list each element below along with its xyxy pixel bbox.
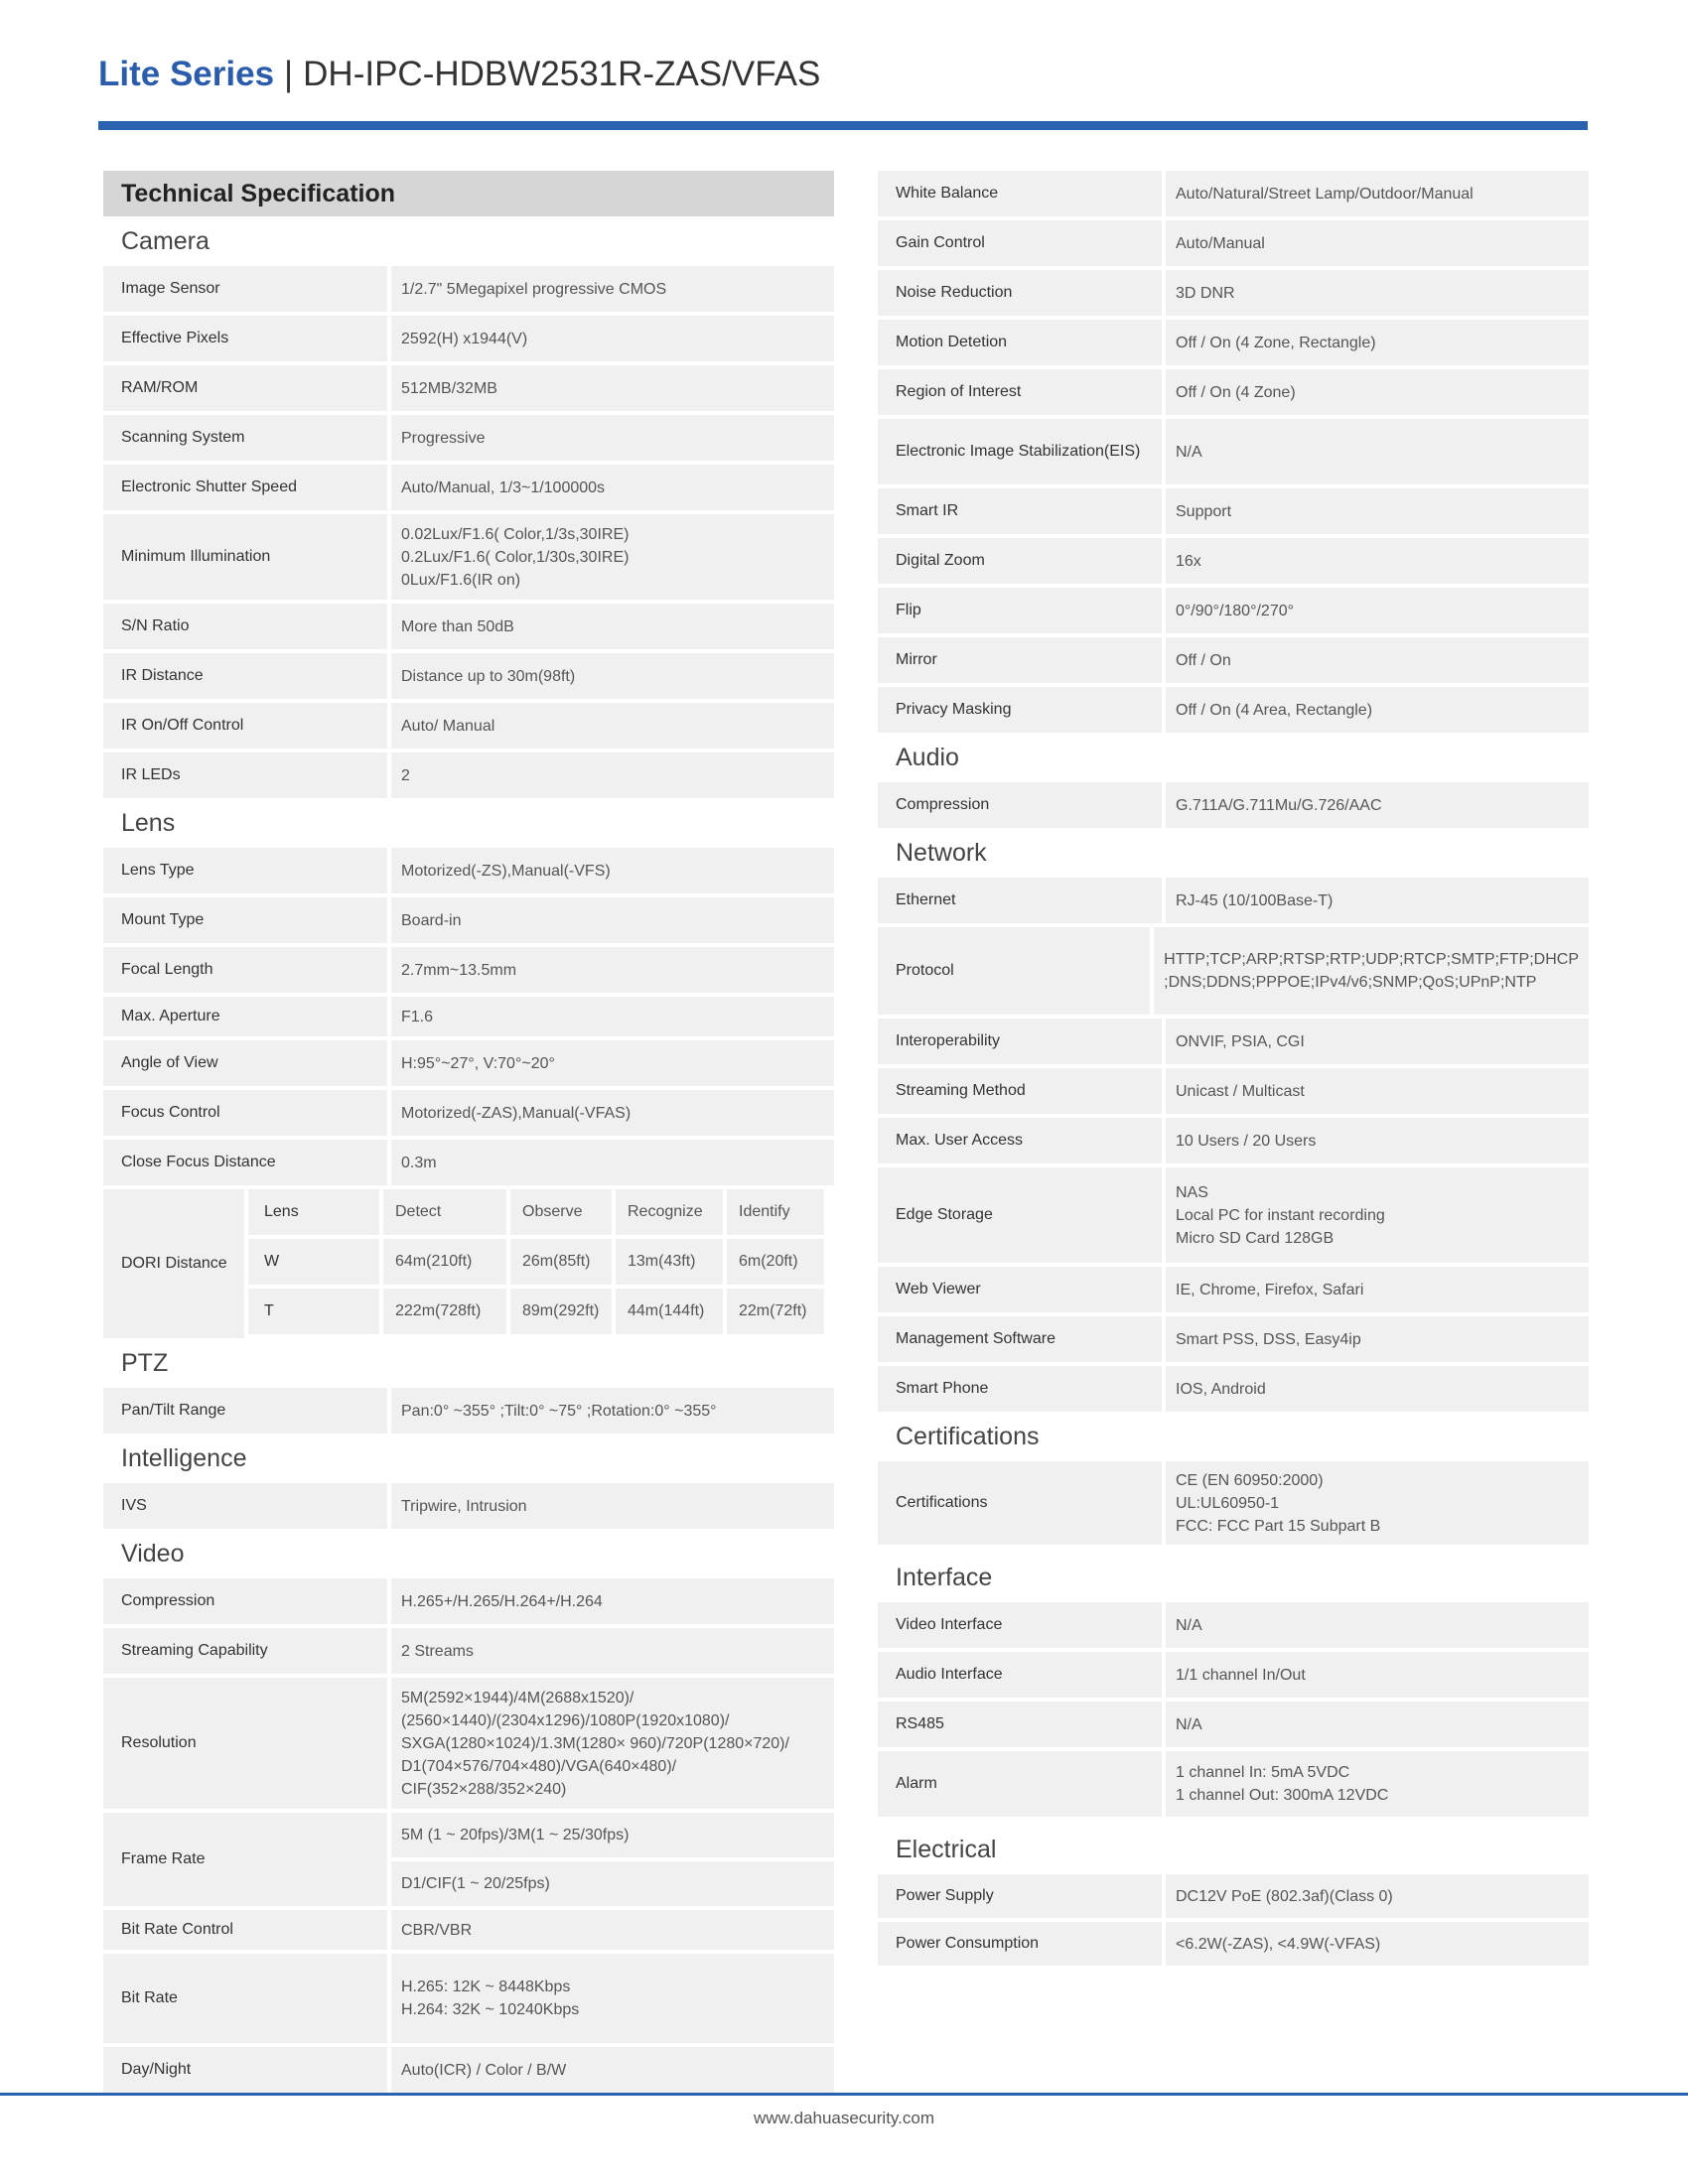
- spec-value: [391, 1678, 834, 1809]
- spec-value-line: Distance up to 30m(98ft): [401, 667, 576, 685]
- spec-row: [878, 488, 1589, 534]
- spec-row: [878, 687, 1589, 733]
- spec-row: [878, 1922, 1589, 1966]
- spec-value-line: Board-in: [401, 911, 462, 929]
- spec-value: [1166, 488, 1589, 534]
- spec-row: [878, 1167, 1589, 1263]
- spec-value: [391, 653, 834, 699]
- spec-value: [1166, 878, 1589, 923]
- spec-row: [103, 365, 834, 411]
- spec-value-line: Micro SD Card 128GB: [1176, 1229, 1335, 1247]
- network-rows: [878, 878, 1589, 1412]
- spec-value-line: H:95°~27°, V:70°~20°: [401, 1054, 555, 1072]
- spec-row: [878, 1019, 1589, 1064]
- spec-value: [391, 1910, 834, 1950]
- spec-value: [391, 1090, 834, 1136]
- spec-key: RS485: [878, 1702, 1162, 1747]
- dori-t-recognize: 44m(144ft): [616, 1289, 723, 1334]
- spec-row: [878, 1461, 1589, 1545]
- spec-value: [391, 1483, 834, 1529]
- spec-value: [391, 266, 834, 312]
- spec-value: [1166, 1267, 1589, 1312]
- dori-w-observe: 26m(85ft): [510, 1239, 612, 1285]
- audio-rows: [878, 782, 1589, 828]
- spec-value-line: 1/1 channel In/Out: [1176, 1666, 1306, 1684]
- spec-key: Close Focus Distance: [103, 1140, 387, 1185]
- spec-row: [878, 1068, 1589, 1114]
- spec-value-line: 0°/90°/180°/270°: [1176, 602, 1295, 619]
- spec-key: Max. Aperture: [103, 997, 387, 1036]
- spec-value-line: NAS: [1176, 1183, 1208, 1201]
- spec-row: [103, 514, 834, 600]
- spec-row: [878, 1874, 1589, 1918]
- spec-key: S/N Ratio: [103, 604, 387, 649]
- dori-w-detect: 64m(210ft): [383, 1239, 506, 1285]
- spec-value: [1166, 1019, 1589, 1064]
- spec-value: [391, 465, 834, 510]
- spec-key: Edge Storage: [878, 1167, 1162, 1263]
- right-column: [878, 171, 1589, 1970]
- spec-value: [391, 1628, 834, 1674]
- spec-row: [878, 588, 1589, 633]
- spec-row: [103, 703, 834, 749]
- spec-value: [1166, 1751, 1589, 1817]
- spec-key: Focus Control: [103, 1090, 387, 1136]
- spec-key: Alarm: [878, 1751, 1162, 1817]
- dori-w-recognize: 13m(43ft): [616, 1239, 723, 1285]
- spec-row: [103, 947, 834, 993]
- section-title-network: Network: [896, 839, 987, 867]
- spec-value: [1166, 1118, 1589, 1163]
- spec-value-line: Smart PSS, DSS, Easy4ip: [1176, 1330, 1361, 1348]
- dori-t-observe: 89m(292ft): [510, 1289, 612, 1334]
- spec-value-line: Unicast / Multicast: [1176, 1082, 1305, 1100]
- spec-row: [878, 927, 1589, 1015]
- spec-row: [103, 1678, 834, 1809]
- spec-value-line: Off / On: [1176, 651, 1231, 669]
- spec-row: [103, 1040, 834, 1086]
- spec-row: [103, 1813, 834, 1906]
- spec-value-line: Auto/Manual, 1/3~1/100000s: [401, 478, 606, 496]
- spec-key: Streaming Capability: [103, 1628, 387, 1674]
- spec-key: Audio Interface: [878, 1652, 1162, 1698]
- spec-row: [103, 752, 834, 798]
- spec-key: Mirror: [878, 637, 1162, 683]
- spec-value-line: Pan:0° ~355° ;Tilt:0° ~75° ;Rotation:0° ~355°: [401, 1402, 717, 1420]
- spec-value-line: CIF(352×288/352×240): [401, 1780, 567, 1798]
- spec-value-line: 5M(2592×1944)/4M(2688x1520)/: [401, 1689, 634, 1706]
- dori-distance-table: [103, 1189, 834, 1338]
- spec-value: [1166, 588, 1589, 633]
- spec-key: Pan/Tilt Range: [103, 1388, 387, 1433]
- spec-key: Resolution: [103, 1678, 387, 1809]
- spec-value-line: H.265+/H.265/H.264+/H.264: [401, 1592, 603, 1610]
- spec-key: IR LEDs: [103, 752, 387, 798]
- spec-key: Noise Reduction: [878, 270, 1162, 316]
- spec-row: [103, 415, 834, 461]
- section-title-certifications: Certifications: [896, 1423, 1040, 1450]
- spec-value: [391, 1578, 834, 1624]
- spec-value-line: ;DNS;DDNS;PPPOE;IPv4/v6;SNMP;QoS;UPnP;NTP: [1164, 974, 1537, 991]
- spec-row: [878, 369, 1589, 415]
- spec-row: [103, 1483, 834, 1529]
- spec-value: [1166, 1652, 1589, 1698]
- spec-row: [103, 1140, 834, 1185]
- spec-value: [391, 947, 834, 993]
- spec-value: [1166, 782, 1589, 828]
- spec-value-line: 16x: [1176, 552, 1201, 570]
- spec-value-line: N/A: [1176, 443, 1202, 461]
- spec-banner: Technical Specification: [103, 171, 834, 216]
- spec-row: [103, 653, 834, 699]
- spec-key: Web Viewer: [878, 1267, 1162, 1312]
- spec-value-line: 1 channel In: 5mA 5VDC: [1176, 1764, 1350, 1781]
- spec-row: [878, 637, 1589, 683]
- spec-row: [878, 1366, 1589, 1412]
- spec-value-line: 1/2.7" 5Megapixel progressive CMOS: [401, 280, 667, 298]
- spec-value-line: Motorized(-ZS),Manual(-VFS): [401, 862, 611, 880]
- spec-value-line: 2 Streams: [401, 1642, 474, 1660]
- spec-value-line: 0.02Lux/F1.6( Color,1/3s,30IRE): [401, 525, 630, 543]
- spec-value-line: IOS, Android: [1176, 1380, 1266, 1398]
- spec-value-line: IE, Chrome, Firefox, Safari: [1176, 1281, 1364, 1298]
- lens-rows: [103, 848, 834, 1185]
- spec-key: Digital Zoom: [878, 538, 1162, 584]
- spec-key: Interoperability: [878, 1019, 1162, 1064]
- spec-value-line: 2: [401, 766, 410, 784]
- spec-key: Privacy Masking: [878, 687, 1162, 733]
- dori-t-lens: T: [248, 1289, 379, 1334]
- spec-value: [391, 1813, 834, 1906]
- spec-key: Effective Pixels: [103, 316, 387, 361]
- spec-row: [103, 1578, 834, 1624]
- spec-row: [103, 848, 834, 893]
- spec-row: [878, 782, 1589, 828]
- spec-row: [878, 1602, 1589, 1648]
- spec-value: [391, 703, 834, 749]
- spec-value: [1154, 927, 1589, 1015]
- spec-key: Streaming Method: [878, 1068, 1162, 1114]
- spec-value-line: 0.3m: [401, 1154, 437, 1171]
- dori-w-identify: 6m(20ft): [727, 1239, 824, 1285]
- spec-row: [103, 1628, 834, 1674]
- camera-rows: [103, 266, 834, 798]
- spec-value: [1166, 171, 1589, 216]
- spec-value-line: 2.7mm~13.5mm: [401, 961, 517, 979]
- model-number: DH-IPC-HDBW2531R-ZAS/VFAS: [303, 55, 821, 93]
- spec-row: [103, 2047, 834, 2093]
- ptz-rows: [103, 1388, 834, 1433]
- spec-value: [391, 1954, 834, 2043]
- spec-key: Image Sensor: [103, 266, 387, 312]
- spec-value: [1166, 220, 1589, 266]
- spec-row: [878, 1118, 1589, 1163]
- interface-rows: [878, 1602, 1589, 1817]
- spec-value-line: Tripwire, Intrusion: [401, 1497, 527, 1515]
- spec-row: [878, 171, 1589, 216]
- section-title-ptz: PTZ: [121, 1349, 169, 1377]
- dori-t-identify: 22m(72ft): [727, 1289, 824, 1334]
- spec-key: Protocol: [878, 927, 1150, 1015]
- section-title-video: Video: [121, 1540, 185, 1568]
- spec-key: Flip: [878, 588, 1162, 633]
- spec-key: IR Distance: [103, 653, 387, 699]
- section-title-electrical: Electrical: [896, 1836, 997, 1863]
- spec-value: [1166, 1461, 1589, 1545]
- spec-key: Smart IR: [878, 488, 1162, 534]
- spec-value: [391, 415, 834, 461]
- spec-key: Frame Rate: [103, 1813, 387, 1906]
- section-title-camera: Camera: [121, 227, 210, 255]
- spec-row: [878, 419, 1589, 484]
- spec-value-line: More than 50dB: [401, 617, 514, 635]
- spec-value-line: Off / On (4 Zone, Rectangle): [1176, 334, 1376, 351]
- spec-value-line: G.711A/G.711Mu/G.726/AAC: [1176, 796, 1382, 814]
- left-column: [103, 171, 834, 2097]
- dori-header-observe: Observe: [510, 1189, 612, 1235]
- spec-key: Video Interface: [878, 1602, 1162, 1648]
- spec-key: RAM/ROM: [103, 365, 387, 411]
- spec-value-line: HTTP;TCP;ARP;RTSP;RTP;UDP;RTCP;SMTP;FTP;DHCP: [1164, 951, 1579, 968]
- spec-row: [103, 604, 834, 649]
- spec-value: [1166, 538, 1589, 584]
- spec-value: [1166, 1316, 1589, 1362]
- spec-value-line: DC12V PoE (802.3af)(Class 0): [1176, 1887, 1393, 1905]
- section-title-audio: Audio: [896, 744, 959, 771]
- header-rule: [98, 121, 1588, 130]
- spec-row: [103, 1954, 834, 2043]
- spec-value: [1166, 1922, 1589, 1966]
- spec-value: [391, 1040, 834, 1086]
- spec-row: [103, 897, 834, 943]
- spec-key: Max. User Access: [878, 1118, 1162, 1163]
- spec-row: [103, 1910, 834, 1950]
- spec-value: [391, 1140, 834, 1185]
- document-header: [98, 48, 820, 101]
- spec-row: [878, 538, 1589, 584]
- spec-value-line: H.265: 12K ~ 8448Kbps: [401, 1979, 571, 1995]
- spec-value-line: <6.2W(-ZAS), <4.9W(-VFAS): [1176, 1935, 1381, 1953]
- dori-grid: [248, 1189, 834, 1338]
- spec-key: Minimum Illumination: [103, 514, 387, 600]
- spec-value-line: (2560×1440)/(2304x1296)/1080P(1920x1080)/: [401, 1711, 730, 1729]
- spec-row: [878, 220, 1589, 266]
- certifications-rows: [878, 1461, 1589, 1545]
- section-title-interface: Interface: [896, 1564, 993, 1591]
- electrical-rows: [878, 1874, 1589, 1966]
- spec-key: Lens Type: [103, 848, 387, 893]
- spec-row: [878, 1751, 1589, 1817]
- spec-value: [1166, 1068, 1589, 1114]
- video-rows: [103, 1578, 834, 2093]
- spec-key: Smart Phone: [878, 1366, 1162, 1412]
- spec-value-line: F1.6: [401, 1008, 434, 1025]
- spec-key: Gain Control: [878, 220, 1162, 266]
- spec-key: Bit Rate: [103, 1954, 387, 2043]
- spec-row: [103, 316, 834, 361]
- spec-key: Angle of View: [103, 1040, 387, 1086]
- dori-header-lens: Lens: [248, 1189, 379, 1235]
- spec-key: Mount Type: [103, 897, 387, 943]
- spec-value: [391, 897, 834, 943]
- spec-key: Bit Rate Control: [103, 1910, 387, 1950]
- spec-key: Motion Detetion: [878, 320, 1162, 365]
- spec-value-line: Auto/Natural/Street Lamp/Outdoor/Manual: [1176, 185, 1474, 203]
- spec-value: [391, 316, 834, 361]
- spec-value-line: RJ-45 (10/100Base-T): [1176, 891, 1334, 909]
- spec-row: [878, 270, 1589, 316]
- spec-value-line: Auto(ICR) / Color / B/W: [401, 2061, 567, 2079]
- spec-key: Compression: [878, 782, 1162, 828]
- spec-value: [391, 2047, 834, 2093]
- spec-key: White Balance: [878, 171, 1162, 216]
- spec-row: [878, 878, 1589, 923]
- spec-value-line: Auto/ Manual: [401, 717, 495, 735]
- spec-value: [391, 997, 834, 1036]
- spec-row: [103, 1388, 834, 1433]
- spec-value: [391, 752, 834, 798]
- spec-value-line: N/A: [1176, 1616, 1202, 1634]
- spec-value-line: Motorized(-ZAS),Manual(-VFAS): [401, 1104, 632, 1122]
- spec-value: [1166, 1602, 1589, 1648]
- spec-row: [103, 465, 834, 510]
- spec-value: [1166, 1702, 1589, 1747]
- spec-row: [103, 266, 834, 312]
- spec-value-line: Off / On (4 Zone): [1176, 383, 1296, 401]
- spec-value: [1166, 1874, 1589, 1918]
- spec-key: IR On/Off Control: [103, 703, 387, 749]
- spec-key: Day/Night: [103, 2047, 387, 2093]
- spec-value-line: CBR/VBR: [401, 1921, 473, 1939]
- title-separator: |: [284, 55, 294, 93]
- spec-value-line: CE (EN 60950:2000): [1176, 1471, 1324, 1489]
- spec-value: [1166, 1366, 1589, 1412]
- spec-value-line: Support: [1176, 502, 1232, 520]
- spec-value-line: H.264: 32K ~ 10240Kbps: [401, 2001, 580, 2018]
- spec-row: [878, 1652, 1589, 1698]
- spec-value-line: ONVIF, PSIA, CGI: [1176, 1032, 1305, 1050]
- spec-key: Power Supply: [878, 1874, 1162, 1918]
- spec-value-line: 512MB/32MB: [401, 379, 497, 397]
- spec-value-line: Progressive: [401, 429, 486, 447]
- spec-key: Ethernet: [878, 878, 1162, 923]
- spec-key: Scanning System: [103, 415, 387, 461]
- spec-row: [878, 1316, 1589, 1362]
- spec-value-line: D1/CIF(1 ~ 20/25fps): [391, 1861, 834, 1906]
- spec-value: [1166, 687, 1589, 733]
- spec-value-line: UL:UL60950-1: [1176, 1494, 1280, 1512]
- spec-value: [391, 365, 834, 411]
- spec-key: Certifications: [878, 1461, 1162, 1545]
- intelligence-rows: [103, 1483, 834, 1529]
- spec-value-line: 0Lux/F1.6(IR on): [401, 571, 521, 589]
- spec-key: Electronic Shutter Speed: [103, 465, 387, 510]
- spec-key: Electronic Image Stabilization(EIS): [878, 419, 1162, 484]
- spec-value-line: 1 channel Out: 300mA 12VDC: [1176, 1787, 1389, 1804]
- spec-value: [391, 1388, 834, 1433]
- footer-rule: [0, 2093, 1688, 2096]
- series-title: Lite Series: [98, 55, 275, 93]
- section-title-lens: Lens: [121, 809, 176, 837]
- spec-value-line: Off / On (4 Area, Rectangle): [1176, 701, 1373, 719]
- spec-row: [878, 320, 1589, 365]
- spec-key: IVS: [103, 1483, 387, 1529]
- dori-t-detect: 222m(728ft): [383, 1289, 506, 1334]
- spec-value-line: Local PC for instant recording: [1176, 1206, 1385, 1224]
- spec-value-line: FCC: FCC Part 15 Subpart B: [1176, 1517, 1381, 1535]
- spec-value-line: 3D DNR: [1176, 284, 1235, 302]
- dori-header-recognize: Recognize: [616, 1189, 723, 1235]
- spec-value: [391, 514, 834, 600]
- spec-value-line: N/A: [1176, 1715, 1202, 1733]
- spec-value-line: 2592(H) x1944(V): [401, 330, 528, 347]
- spec-value-line: Auto/Manual: [1176, 234, 1265, 252]
- spec-value: [391, 848, 834, 893]
- section-title-intelligence: Intelligence: [121, 1444, 247, 1472]
- spec-key: Management Software: [878, 1316, 1162, 1362]
- dori-header-identify: Identify: [727, 1189, 824, 1235]
- spec-value: [1166, 1167, 1589, 1263]
- spec-row: [103, 997, 834, 1036]
- footer-url: www.dahuasecurity.com: [753, 2109, 935, 2127]
- spec-value-line: 10 Users / 20 Users: [1176, 1132, 1317, 1150]
- spec-value: [1166, 270, 1589, 316]
- spec-value: [1166, 320, 1589, 365]
- spec-value: [1166, 369, 1589, 415]
- spec-value-line: SXGA(1280×1024)/1.3M(1280× 960)/720P(1280×720)/: [401, 1734, 789, 1752]
- spec-row: [103, 1090, 834, 1136]
- dori-header-detect: Detect: [383, 1189, 506, 1235]
- dori-label: DORI Distance: [103, 1189, 244, 1338]
- spec-key: Power Consumption: [878, 1922, 1162, 1966]
- spec-row: [878, 1267, 1589, 1312]
- spec-key: Focal Length: [103, 947, 387, 993]
- spec-value: [1166, 637, 1589, 683]
- dori-w-lens: W: [248, 1239, 379, 1285]
- spec-value-line: 5M (1 ~ 20fps)/3M(1 ~ 25/30fps): [391, 1813, 834, 1857]
- spec-value-line: 0.2Lux/F1.6( Color,1/30s,30IRE): [401, 548, 630, 566]
- spec-row: [878, 1702, 1589, 1747]
- spec-value-line: D1(704×576/704×480)/VGA(640×480)/: [401, 1757, 677, 1775]
- spec-key: Compression: [103, 1578, 387, 1624]
- spec-value: [391, 604, 834, 649]
- video-continued-rows: [878, 171, 1589, 733]
- spec-key: Region of Interest: [878, 369, 1162, 415]
- spec-value: [1166, 419, 1589, 484]
